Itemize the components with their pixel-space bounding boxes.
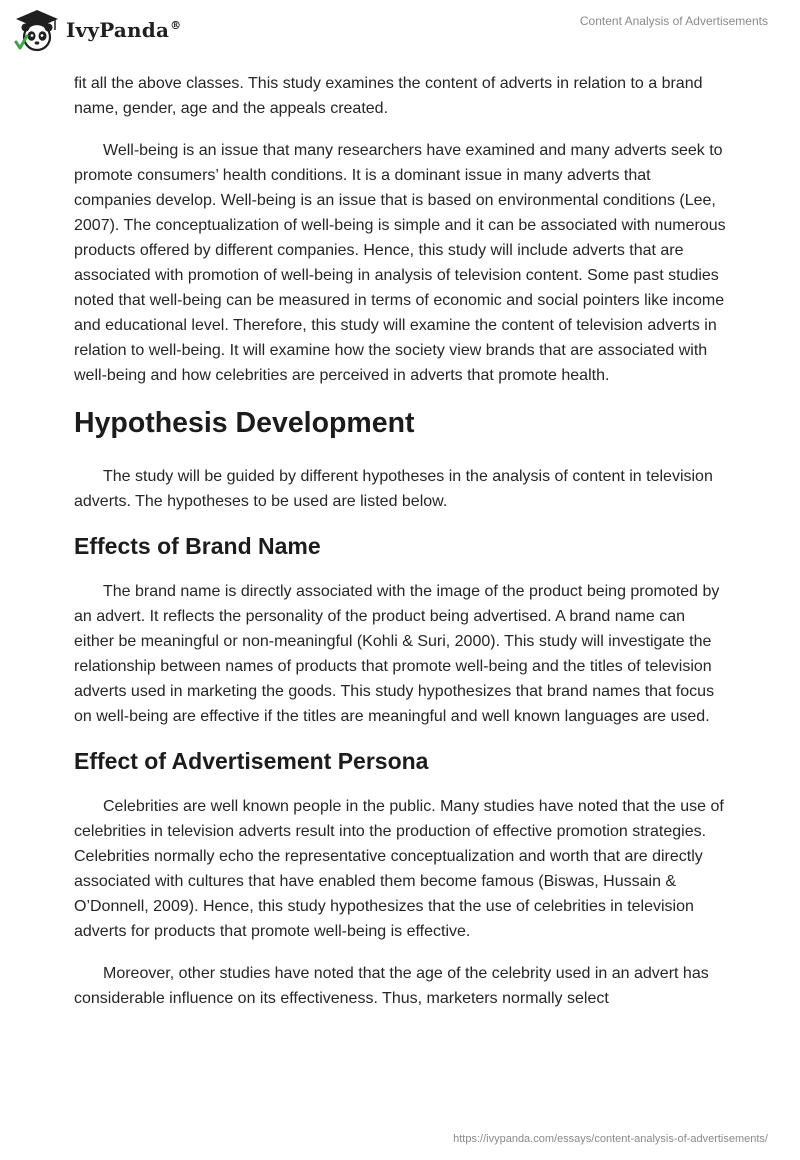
section-heading: Hypothesis Development <box>74 407 415 439</box>
panda-graduation-cap-icon <box>14 8 60 52</box>
subsection-heading: Effects of Brand Name <box>74 533 321 559</box>
paragraph: Celebrities are well known people in the public. Many studies have noted that the use of celebrities in television adverts result into the production of effective promotion strategies. Celebrities normally echo the representative conceptualization and worth that are directly associated with cultures that have enabled them become famous (Biswas, Hussain & O’Donnell, 2009). Hence, this study hypothesizes that the use of celebrities in television adverts for products that promote well-being is effective. <box>74 798 724 940</box>
ivypanda-logo[interactable] <box>14 8 181 52</box>
paragraph: fit all the above classes. This study examines the content of adverts in relation to a brand name, gender, age and the appeals created. <box>74 75 703 117</box>
paragraph: The study will be guided by different hypotheses in the analysis of content in television adverts. The hypotheses to be used are listed below. <box>74 468 713 510</box>
logo-wordmark: IvyPanda® <box>66 18 182 42</box>
paragraph: Moreover, other studies have noted that the age of the celebrity used in an advert has considerable influence on its effectiveness. Thus, marketers normally select <box>74 965 709 1007</box>
source-url[interactable]: https://ivypanda.com/essays/content-analysis-of-advertisements/ <box>453 1133 768 1145</box>
page-header <box>0 0 800 70</box>
paragraph: Well-being is an issue that many researchers have examined and many adverts seek to promote consumers’ health conditions. It is a dominant issue in many adverts that companies develop. Well-being is an issue that is based on environmental conditions (Lee, 2007). The conceptualization of well-being is simple and it can be associated with numerous products offered by different companies. Hence, this study will include adverts that are associated with promotion of well-being in analysis of television content. Some past studies noted that well-being can be measured in terms of economic and social pointers like income and educational level. Therefore, this study will examine the content of television adverts in relation to well-being. It will examine how the society view brands that are associated with well-being and how celebrities are perceived in adverts that promote health. <box>74 142 726 384</box>
essay-content <box>74 71 726 1028</box>
document-title: Content Analysis of Advertisements <box>579 14 768 28</box>
subsection-heading: Effect of Advertisement Persona <box>74 748 429 774</box>
paragraph: The brand name is directly associated with the image of the product being promoted by an advert. It reflects the personality of the product being advertised. A brand name can either be meaningful or non-meaningful (Kohli & Suri, 2000). This study will investigate the relationship between names of products that promote well-being and the titles of television adverts used in marketing the goods. This study hypothesizes that brand names that focus on well-being are effective if the titles are meaningful and well known languages are used. <box>74 583 720 725</box>
